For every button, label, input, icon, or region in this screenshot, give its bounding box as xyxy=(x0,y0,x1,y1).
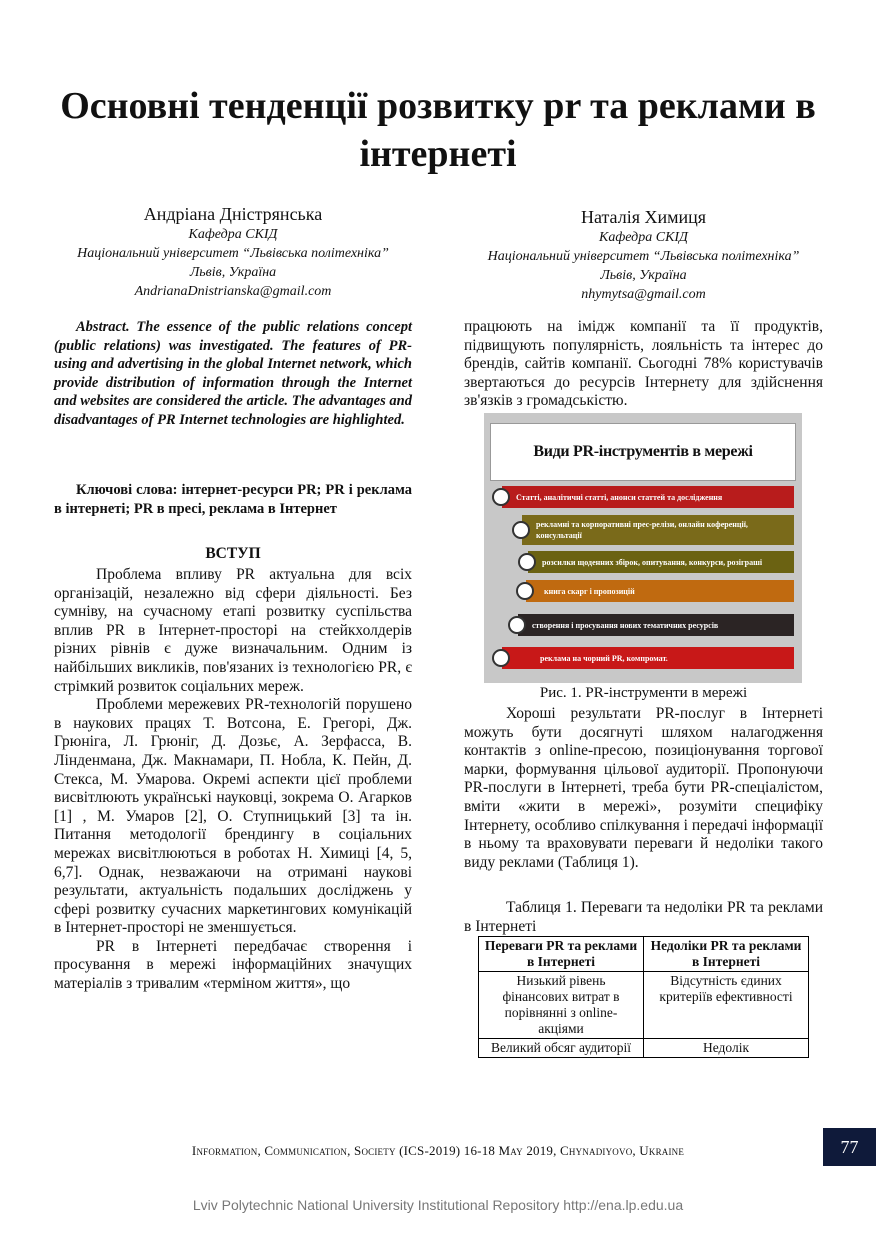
figure-item xyxy=(522,515,794,545)
author-dept: Кафедра СКІД xyxy=(188,227,278,242)
figure-item-text: рекламні та корпоративні прес-релізи, онлайн коференції, консультації xyxy=(536,520,748,540)
table-header: Недоліки PR та реклами в Інтернеті xyxy=(644,937,809,972)
figure-item xyxy=(502,647,794,669)
figure-pr-tools xyxy=(484,413,802,683)
abstract: Abstract. The essence of the public relations concept (public relations) was investigated. The features of PR-using and advertising in the global Internet network, which provide distribution of information through the Internet and websites are considered the article. The advantages and disadvantages of PR Internet technologies are highlighted. xyxy=(54,319,412,428)
author-university: Національний університет “Львівська політехніка” xyxy=(77,246,389,261)
bullet-icon xyxy=(516,582,534,600)
table-cell: Недолік xyxy=(644,1039,809,1058)
table-header: Переваги PR та реклами в Інтернеті xyxy=(479,937,644,972)
author-name: Андріана Дністрянська xyxy=(143,204,323,224)
table-row xyxy=(479,1039,809,1058)
author-name: Наталія Химиця xyxy=(580,207,707,227)
paragraph: Таблиця 1. Переваги та недоліки PR та реклами в Інтернеті xyxy=(464,899,823,935)
table-caption xyxy=(464,899,823,936)
author-university: Національний університет “Львівська політехніка” xyxy=(487,249,800,264)
figure-item: розсилки щоденних збірок, опитування, конкурси, розіграші xyxy=(528,551,794,573)
author-2 xyxy=(464,206,823,304)
table-cell: Низький рівень фінансових витрат в порівнянні з online-акціями xyxy=(479,972,644,1039)
table-header-row xyxy=(479,937,809,972)
table-cell: Відсутність єдиних критеріїв ефективності xyxy=(644,972,809,1039)
figure-caption: Рис. 1. PR-інструменти в мережі xyxy=(539,685,748,701)
figure-item: Статті, аналітичні статті, анонси статтей та дослідження xyxy=(502,486,794,508)
footer: Information, Communication, Society (ICS-2019) 16-18 May 2019, Chynadiyovo, Ukraine xyxy=(191,1143,685,1158)
keywords: Ключові слова: інтернет-ресурси PR; PR і реклама в інтернеті; PR в пресі, реклама в Інтернет xyxy=(54,482,412,517)
page-number: 77 xyxy=(823,1128,876,1166)
paragraph: працюють на імідж компанії та її продуктів, підвищують популярність, лояльність та інтерес до брендів, сайтів компанії. Сьогодні 78% користувачів звертаються до ресурсів Інтернету для здійснення зв'язків з громадськістю. xyxy=(464,318,823,410)
paragraph: PR в Інтернеті передбачає створення і просування в мережі інформаційних значущих матеріалів з тривалим «терміном життя», що xyxy=(54,937,412,993)
author-email: nhymytsa@gmail.com xyxy=(581,287,706,302)
figure-title: Види PR-інструментів в мережі xyxy=(490,423,796,481)
author-city: Львів, Україна xyxy=(189,265,277,280)
section-heading: ВСТУП xyxy=(205,545,261,562)
table-cell: Великий обсяг аудиторії xyxy=(479,1039,644,1058)
bullet-icon xyxy=(508,616,526,634)
paragraph: Проблеми мережевих PR-технологій порушено в наукових працях Т. Вотсона, Е. Грегорі, Дж. Грюніга, Л. Грюніг, Д. Дозьє, А. Зерфасса, В. Лінденмана, Дж. Макнамари, П. Нобла, К. Пейн, Д. Стекса, М. Умарова. Окремі аспекти цієї проблеми висвітлюють українські науковці, зокрема О. Агарков [1] , М. Умаров [2], О. Ступницький [3] та ін. Питання методології брендингу в соціальних мережах висвітлюються в роботах Н. Химиці [4, 5, 6,7]. Однак, незважаючи на отримані наукові результати, актуальність подальших досліджень у сфері розвитку сучасних маркетингових комунікацій в Інтернет-просторі не зменшується. xyxy=(54,696,412,937)
right-intro xyxy=(464,318,823,411)
author-email: AndrianaDnistrianska@gmail.com xyxy=(134,284,332,299)
bullet-icon xyxy=(492,488,510,506)
table-row xyxy=(479,972,809,1039)
author-1 xyxy=(54,203,412,301)
paper-title: Основні тенденції розвитку pr та реклами в інтернеті xyxy=(60,85,816,175)
author-dept: Кафедра СКІД xyxy=(599,230,688,245)
repository-link[interactable]: Lviv Polytechnic National University Institutional Repository http://ena.lp.edu.ua xyxy=(192,1197,684,1213)
figure-item xyxy=(526,580,794,602)
left-body xyxy=(54,566,412,994)
bullet-icon xyxy=(518,553,536,571)
author-city: Львів, Україна xyxy=(600,268,687,283)
right-body xyxy=(464,705,823,872)
paragraph: Хороші результати PR-послуг в Інтернеті можуть бути досягнуті шляхом налагодження контактів з online-пресою, позиціонування торгової марки, формування цільової аудиторії. Пропонуючи PR-послуги в Інтернеті, треба бути PR-спеціалістом, вміти «жити в мережі», розуміти специфіку Інтернету, особливо спілкування і передачі інформації в ньому та враховувати переваги й недоліки такого виду реклами (Таблиця 1). xyxy=(464,705,823,871)
bullet-icon xyxy=(492,649,510,667)
paragraph: Проблема впливу PR актуальна для всіх організацій, незалежно від сфери діяльності. Без сумніву, на сучасному етапі розвитку суспільства вплив PR в Інтернет-просторі на стейкхолдерів різних рівнів є дуже визначальним. Одним із найбільших викликів, пов'язаних із технологією PR, є стрімкий розвиток соціальних мереж. xyxy=(54,566,412,695)
figure-item-text: книга скарг і пропозицій xyxy=(544,586,635,596)
advantages-table xyxy=(478,936,809,1058)
figure-item: створення і просування нових тематичних ресурсів xyxy=(518,614,794,636)
bullet-icon xyxy=(512,521,530,539)
figure-item-text: реклама на чорний PR, компромат. xyxy=(540,653,668,663)
